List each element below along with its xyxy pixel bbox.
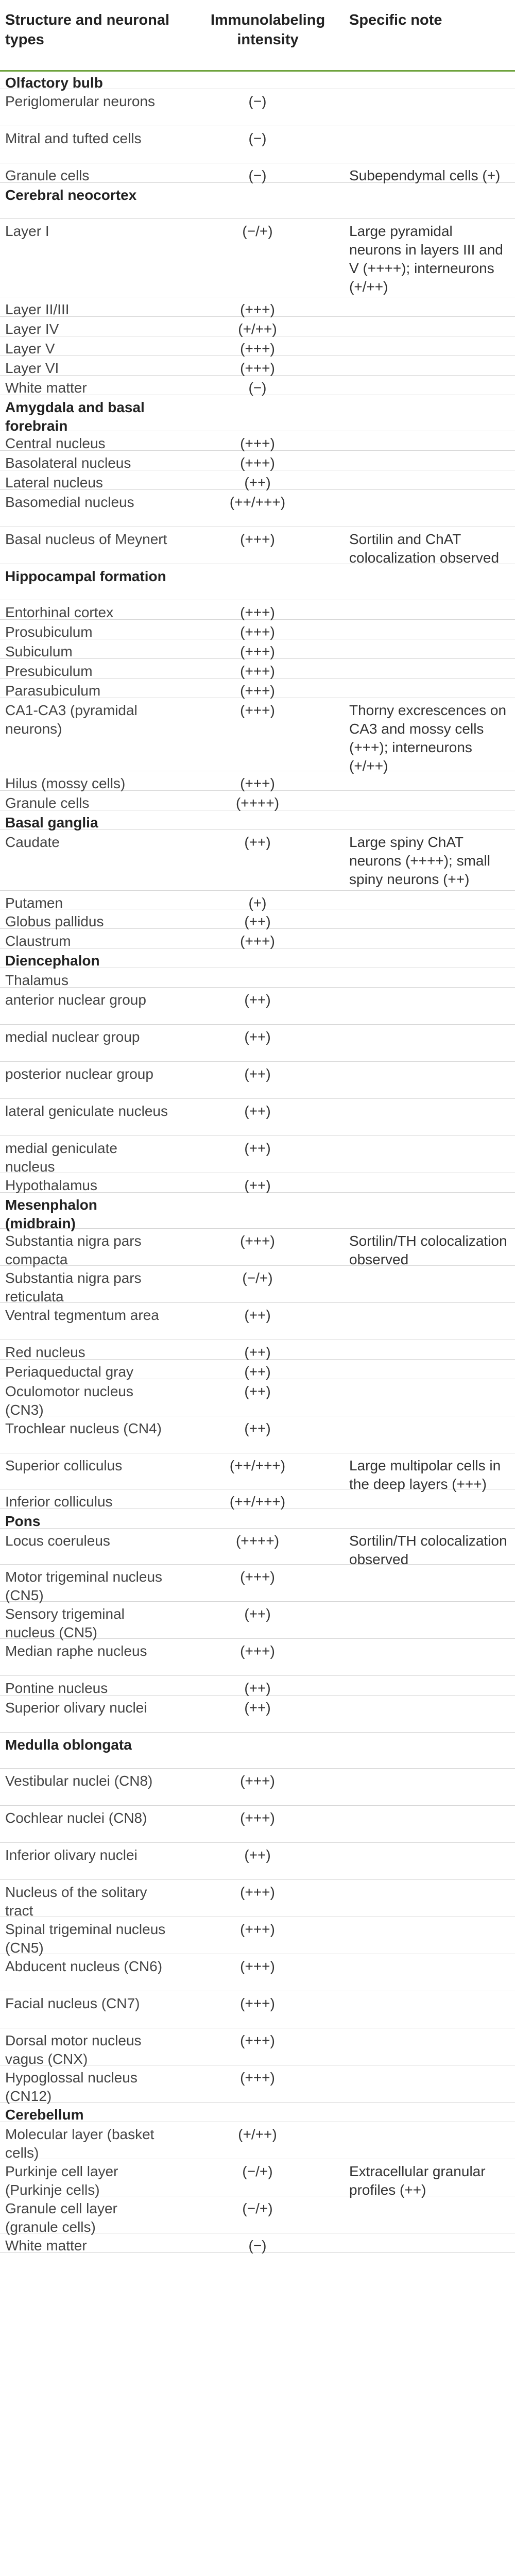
column-header-intensity: Immunolabeling intensity xyxy=(210,12,325,48)
structure-cell: Granule cells xyxy=(5,795,90,811)
table-row xyxy=(0,1880,515,1917)
intensity-cell: (+++) xyxy=(240,1773,275,1789)
intensity-cell xyxy=(175,948,340,968)
structure-cell: Mitral and tufted cells xyxy=(5,130,142,146)
table-row xyxy=(0,336,515,356)
table-row xyxy=(0,470,515,490)
note-cell xyxy=(340,126,515,163)
intensity-cell: (−) xyxy=(248,167,267,183)
table-row xyxy=(0,1416,515,1453)
intensity-cell: (+++) xyxy=(240,435,275,451)
table-row xyxy=(0,659,515,679)
table-row xyxy=(0,297,515,317)
intensity-cell: (+++) xyxy=(240,702,275,718)
structure-cell: Hypothalamus xyxy=(5,1177,97,1193)
table-row xyxy=(0,1379,515,1416)
note-cell xyxy=(340,183,515,218)
intensity-cell: (++) xyxy=(244,1103,271,1119)
table-row xyxy=(0,1099,515,1136)
note-cell xyxy=(340,1917,515,1954)
note-cell xyxy=(340,395,515,431)
structure-cell: Median raphe nucleus xyxy=(5,1643,147,1659)
note-cell xyxy=(340,1602,515,1638)
intensity-cell: (+++) xyxy=(240,2070,275,2086)
structure-cell: CA1-CA3 (pyramidal neurons) xyxy=(5,702,138,737)
note-cell xyxy=(340,451,515,470)
intensity-cell: (++) xyxy=(244,1383,271,1399)
structure-cell: Spinal trigeminal nucleus (CN5) xyxy=(5,1921,166,1956)
note-cell xyxy=(340,1639,515,1675)
structure-cell: Dorsal motor nucleus vagus (CNX) xyxy=(5,2032,142,2067)
table-row xyxy=(0,968,515,988)
table-row xyxy=(0,1360,515,1379)
intensity-cell: (+++) xyxy=(240,933,275,949)
note-cell xyxy=(340,1991,515,2028)
intensity-cell: (++) xyxy=(244,1140,271,1156)
table-row xyxy=(0,1696,515,1733)
intensity-cell: (+++) xyxy=(240,360,275,376)
note-cell xyxy=(340,1099,515,1136)
table-row xyxy=(0,2028,515,2065)
table-row xyxy=(0,1676,515,1696)
intensity-cell: (+++) xyxy=(240,1643,275,1659)
table-row xyxy=(0,89,515,126)
note-cell xyxy=(340,1696,515,1732)
note-cell: Large pyramidal neurons in layers III and V (++++); interneurons (+/++) xyxy=(349,223,503,295)
section-title: Hippocampal formation xyxy=(5,568,166,584)
structure-cell: Substantia nigra pars compacta xyxy=(5,1233,142,1267)
structure-cell: Presubiculum xyxy=(5,663,93,679)
note-cell: Thorny excrescences on CA3 and mossy cells (+++); interneurons (+/++) xyxy=(349,702,507,774)
structure-cell: White matter xyxy=(5,2238,87,2253)
note-cell xyxy=(340,620,515,639)
structure-cell: Central nucleus xyxy=(5,435,106,451)
intensity-cell: (+++) xyxy=(240,775,275,791)
intensity-cell: (+++) xyxy=(240,531,275,547)
intensity-cell: (++) xyxy=(244,834,271,850)
structure-cell: Subiculum xyxy=(5,643,73,659)
intensity-cell: (++) xyxy=(244,913,271,929)
note-cell xyxy=(340,1769,515,1805)
table-row xyxy=(0,1954,515,1991)
table-row xyxy=(0,431,515,451)
intensity-cell: (++) xyxy=(244,1364,271,1380)
structure-cell: Red nucleus xyxy=(5,1344,85,1360)
section-row xyxy=(0,810,515,830)
structure-cell: anterior nuclear group xyxy=(5,992,146,1008)
note-cell xyxy=(340,431,515,450)
table-row xyxy=(0,891,515,909)
intensity-cell: (−) xyxy=(248,93,267,109)
note-cell xyxy=(340,317,515,336)
intensity-cell: (+++) xyxy=(240,341,275,357)
section-title: Pons xyxy=(5,1513,41,1529)
structure-cell: Hypoglossal nucleus (CN12) xyxy=(5,2070,138,2104)
note-cell xyxy=(340,1416,515,1453)
table-row xyxy=(0,1769,515,1806)
table-row xyxy=(0,2122,515,2159)
table-row xyxy=(0,451,515,470)
table-row xyxy=(0,1453,515,1492)
structure-cell: Layer V xyxy=(5,341,55,357)
intensity-cell: (−) xyxy=(248,380,267,396)
structure-cell: Layer IV xyxy=(5,321,59,337)
intensity-cell: (+++) xyxy=(240,2032,275,2048)
section-title: Mesenphalon (midbrain) xyxy=(5,1197,97,1231)
note-cell xyxy=(340,490,515,527)
section-row xyxy=(0,71,515,89)
intensity-cell: (+++) xyxy=(240,455,275,471)
structure-cell: Cochlear nuclei (CN8) xyxy=(5,1810,147,1826)
intensity-cell: (++/+++) xyxy=(229,1458,286,1473)
note-cell: Large multipolar cells in the deep layers (+++) xyxy=(349,1458,501,1492)
structure-cell: Trochlear nucleus (CN4) xyxy=(5,1420,162,1436)
column-header-note: Specific note xyxy=(349,12,442,28)
intensity-cell xyxy=(175,2103,340,2122)
table-row xyxy=(0,1806,515,1843)
structure-cell: Facial nucleus (CN7) xyxy=(5,1995,140,2011)
table-row xyxy=(0,2159,515,2196)
structure-cell: Vestibular nuclei (CN8) xyxy=(5,1773,153,1789)
note-cell xyxy=(340,470,515,489)
table-header xyxy=(0,0,515,72)
note-cell xyxy=(340,1806,515,1842)
note-cell: Subependymal cells (+) xyxy=(349,167,501,183)
note-cell xyxy=(340,1379,515,1416)
structure-cell: Putamen xyxy=(5,895,63,911)
note-cell xyxy=(340,909,515,928)
table-row xyxy=(0,1340,515,1360)
table-body xyxy=(0,71,515,2253)
note-cell xyxy=(340,659,515,678)
table-row xyxy=(0,600,515,620)
intensity-cell: (+++) xyxy=(240,624,275,640)
note-cell xyxy=(340,336,515,355)
table-row xyxy=(0,2233,515,2253)
note-cell xyxy=(340,1360,515,1379)
intensity-cell: (−) xyxy=(248,130,267,146)
intensity-cell: (+++) xyxy=(240,683,275,699)
note-cell xyxy=(340,1266,515,1302)
table-row xyxy=(0,1025,515,1062)
section-row xyxy=(0,183,515,219)
intensity-cell: (++) xyxy=(244,1066,271,1082)
note-cell xyxy=(340,1303,515,1340)
table-row xyxy=(0,1602,515,1639)
note-cell xyxy=(340,1025,515,1061)
table-row xyxy=(0,1229,515,1266)
structure-cell: Caudate xyxy=(5,834,60,850)
intensity-cell: (−/+) xyxy=(242,223,273,239)
intensity-cell xyxy=(175,183,340,218)
table-row xyxy=(0,791,515,810)
intensity-cell: (++/+++) xyxy=(229,494,286,510)
note-cell xyxy=(340,891,515,909)
table-row xyxy=(0,929,515,948)
section-row xyxy=(0,1193,515,1229)
table-row xyxy=(0,1565,515,1602)
note-cell xyxy=(340,89,515,126)
structure-cell: lateral geniculate nucleus xyxy=(5,1103,168,1119)
intensity-cell xyxy=(175,1509,340,1528)
structure-cell: Globus pallidus xyxy=(5,913,104,929)
intensity-cell: (++) xyxy=(244,1029,271,1045)
table-row xyxy=(0,698,515,774)
note-cell xyxy=(340,71,515,89)
table-row xyxy=(0,639,515,659)
intensity-cell xyxy=(175,1733,340,1768)
intensity-cell: (+/++) xyxy=(238,2126,277,2142)
structure-cell: Nucleus of the solitary tract xyxy=(5,1884,147,1919)
intensity-cell xyxy=(175,564,340,600)
table-row xyxy=(0,317,515,336)
intensity-cell: (−/+) xyxy=(242,2163,273,2179)
structure-cell: Entorhinal cortex xyxy=(5,604,114,620)
structure-cell: Inferior colliculus xyxy=(5,1494,113,1510)
structure-cell: Hilus (mossy cells) xyxy=(5,775,126,791)
structure-cell: Purkinje cell layer (Purkinje cells) xyxy=(5,2163,118,2198)
structure-cell: Granule cell layer (granule cells) xyxy=(5,2200,117,2235)
section-title: Amygdala and basal forebrain xyxy=(5,399,145,434)
note-cell xyxy=(340,600,515,619)
table-row xyxy=(0,490,515,527)
intensity-cell: (+++) xyxy=(240,663,275,679)
table-row xyxy=(0,1639,515,1676)
note-cell xyxy=(340,948,515,968)
note-cell xyxy=(340,1340,515,1359)
note-cell xyxy=(340,1733,515,1768)
section-title: Cerebral neocortex xyxy=(5,187,137,203)
note-cell xyxy=(340,356,515,375)
intensity-cell: (+++) xyxy=(240,604,275,620)
structure-cell: Superior colliculus xyxy=(5,1458,123,1473)
structure-cell: Abducent nucleus (CN6) xyxy=(5,1958,163,1974)
intensity-cell xyxy=(175,395,340,431)
structure-cell: Parasubiculum xyxy=(5,683,101,699)
intensity-cell: (+++) xyxy=(240,301,275,317)
structure-cell: Granule cells xyxy=(5,167,90,183)
note-cell xyxy=(340,771,515,790)
structure-cell: Sensory trigeminal nucleus (CN5) xyxy=(5,1606,125,1640)
table-row xyxy=(0,1062,515,1099)
table-row xyxy=(0,163,515,183)
note-cell xyxy=(340,2122,515,2159)
structure-cell: Thalamus xyxy=(5,972,68,988)
intensity-cell: (+++) xyxy=(240,1233,275,1249)
note-cell xyxy=(340,1489,515,1509)
note-cell xyxy=(340,1565,515,1601)
intensity-cell: (+++) xyxy=(240,1958,275,1974)
intensity-cell: (+/++) xyxy=(238,321,277,337)
table-row xyxy=(0,2065,515,2103)
note-cell: Extracellular granular profiles (++) xyxy=(349,2163,486,2198)
table-row xyxy=(0,219,515,297)
note-cell: Sortilin and ChAT colocalization observed xyxy=(349,531,500,566)
section-row xyxy=(0,395,515,434)
note-cell xyxy=(340,376,515,395)
table-row xyxy=(0,2196,515,2233)
intensity-cell: (+++) xyxy=(240,1995,275,2011)
note-cell xyxy=(340,297,515,316)
section-row xyxy=(0,948,515,968)
table-row xyxy=(0,1136,515,1173)
table-row xyxy=(0,1529,515,1565)
note-cell xyxy=(340,564,515,600)
note-cell xyxy=(340,2233,515,2252)
intensity-cell: (++) xyxy=(244,1420,271,1436)
intensity-cell: (+++) xyxy=(240,643,275,659)
table-row xyxy=(0,126,515,163)
note-cell xyxy=(340,639,515,658)
intensity-cell xyxy=(175,71,340,89)
structure-cell: Pontine nucleus xyxy=(5,1680,108,1696)
intensity-cell: (++++) xyxy=(235,795,280,811)
structure-cell: White matter xyxy=(5,380,87,396)
note-cell xyxy=(340,929,515,948)
intensity-cell: (+++) xyxy=(240,1884,275,1900)
note-cell xyxy=(340,1880,515,1917)
structure-cell: Ventral tegmentum area xyxy=(5,1307,159,1323)
note-cell xyxy=(340,1843,515,1879)
note-cell xyxy=(340,2103,515,2122)
table-row xyxy=(0,771,515,791)
structure-cell: Molecular layer (basket cells) xyxy=(5,2126,154,2161)
structure-cell: Locus coeruleus xyxy=(5,1533,110,1549)
intensity-cell: (++/+++) xyxy=(229,1494,286,1510)
structure-cell: Superior olivary nuclei xyxy=(5,1700,147,1716)
structure-cell: medial geniculate nucleus xyxy=(5,1140,117,1175)
intensity-cell: (++) xyxy=(244,1344,271,1360)
structure-cell: posterior nuclear group xyxy=(5,1066,153,1082)
section-title: Olfactory bulb xyxy=(5,75,103,91)
note-cell: Sortilin/TH colocalization observed xyxy=(349,1533,507,1567)
note-cell xyxy=(340,2196,515,2233)
structure-cell: Lateral nucleus xyxy=(5,474,103,490)
intensity-cell: (+++) xyxy=(240,1921,275,1937)
intensity-cell: (++++) xyxy=(235,1533,280,1549)
structure-cell: Layer II/III xyxy=(5,301,70,317)
intensity-cell: (−) xyxy=(248,2238,267,2253)
note-cell xyxy=(340,810,515,829)
intensity-cell xyxy=(175,968,340,987)
intensity-cell: (+++) xyxy=(240,1810,275,1826)
section-title: Diencephalon xyxy=(5,953,100,969)
table-row xyxy=(0,527,515,564)
intensity-cell xyxy=(175,1193,340,1228)
intensity-cell: (+++) xyxy=(240,1569,275,1585)
note-cell xyxy=(340,1676,515,1695)
intensity-cell xyxy=(175,810,340,829)
structure-cell: Periaqueductal gray xyxy=(5,1364,134,1380)
column-header-structure: Structure and neuronal types xyxy=(5,12,170,48)
intensity-cell: (+) xyxy=(248,895,267,911)
table-row xyxy=(0,1991,515,2028)
section-row xyxy=(0,1509,515,1529)
note-cell xyxy=(340,1193,515,1228)
table-row xyxy=(0,1303,515,1340)
structure-cell: medial nuclear group xyxy=(5,1029,140,1045)
intensity-cell: (++) xyxy=(244,474,271,490)
intensity-cell: (−/+) xyxy=(242,2200,273,2216)
table-row xyxy=(0,376,515,395)
table-row xyxy=(0,1266,515,1303)
table-row xyxy=(0,830,515,891)
note-cell xyxy=(340,2065,515,2102)
table-row xyxy=(0,679,515,698)
section-title: Medulla oblongata xyxy=(5,1737,132,1753)
intensity-cell: (++) xyxy=(244,1606,271,1622)
structure-cell: Basomedial nucleus xyxy=(5,494,134,510)
note-cell: Large spiny ChAT neurons (++++); small spiny neurons (++) xyxy=(349,834,490,887)
structure-cell: Basolateral nucleus xyxy=(5,455,131,471)
section-title: Cerebellum xyxy=(5,2107,84,2123)
intensity-cell: (++) xyxy=(244,1680,271,1696)
note-cell xyxy=(340,1509,515,1528)
table-row xyxy=(0,620,515,639)
table-row xyxy=(0,988,515,1025)
table-row xyxy=(0,1489,515,1509)
intensity-cell: (++) xyxy=(244,1847,271,1863)
structure-cell: Layer I xyxy=(5,223,49,239)
structure-cell: Substantia nigra pars reticulata xyxy=(5,1270,142,1304)
note-cell xyxy=(340,1954,515,1991)
structure-cell: Motor trigeminal nucleus (CN5) xyxy=(5,1569,163,1603)
note-cell xyxy=(340,1136,515,1173)
section-row xyxy=(0,2103,515,2122)
note-cell: Sortilin/TH colocalization observed xyxy=(349,1233,507,1267)
intensity-cell: (++) xyxy=(244,992,271,1008)
structure-cell: Periglomerular neurons xyxy=(5,93,156,109)
note-cell xyxy=(340,988,515,1024)
structure-cell: Inferior olivary nuclei xyxy=(5,1847,138,1863)
intensity-cell: (−/+) xyxy=(242,1270,273,1286)
structure-cell: Claustrum xyxy=(5,933,71,949)
section-title: Basal ganglia xyxy=(5,815,98,831)
section-row xyxy=(0,1733,515,1769)
note-cell xyxy=(340,679,515,698)
table-row xyxy=(0,1843,515,1880)
note-cell xyxy=(340,791,515,810)
table-row xyxy=(0,1917,515,1954)
intensity-cell: (++) xyxy=(244,1700,271,1716)
intensity-cell: (++) xyxy=(244,1307,271,1323)
structure-cell: Oculomotor nucleus (CN3) xyxy=(5,1383,134,1418)
note-cell xyxy=(340,1062,515,1098)
note-cell xyxy=(340,1173,515,1192)
table-row xyxy=(0,1173,515,1193)
structure-cell: Layer VI xyxy=(5,360,59,376)
table-row xyxy=(0,909,515,929)
structure-cell: Basal nucleus of Meynert xyxy=(5,531,167,547)
note-cell xyxy=(340,968,515,987)
intensity-cell: (++) xyxy=(244,1177,271,1193)
section-row xyxy=(0,564,515,600)
table-row xyxy=(0,356,515,376)
structure-cell: Prosubiculum xyxy=(5,624,93,640)
note-cell xyxy=(340,2028,515,2065)
